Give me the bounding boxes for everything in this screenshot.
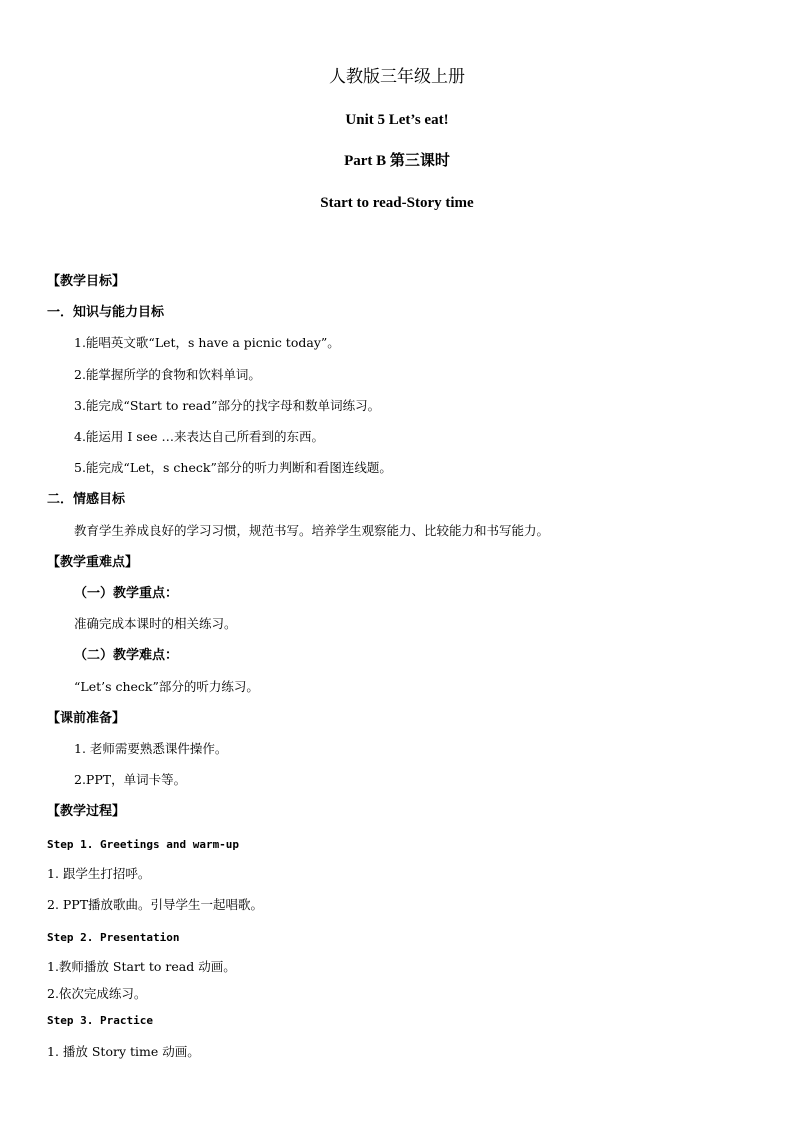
step2-item: 2.依次完成练习。 xyxy=(47,986,147,1001)
step3-title: Step 3. Practice xyxy=(47,1014,153,1027)
lesson-title: Start to read-Story time xyxy=(320,195,474,211)
step1-item: 1. 跟学生打招呼。 xyxy=(47,866,151,881)
objectives-heading: 【教学目标】 xyxy=(47,274,126,289)
step1-title: Step 1. Greetings and warm-up xyxy=(47,838,240,851)
unit-title: Unit 5 Let’s eat! xyxy=(345,112,449,128)
step2-item: 1.教师播放 Start to read 动画。 xyxy=(47,959,236,974)
objective-item: 5.能完成“Let，s check”部分的听力判断和看图连线题。 xyxy=(74,460,392,475)
step3-item: 1. 播放 Story time 动画。 xyxy=(47,1044,200,1059)
emotion-goal-text: 教育学生养成良好的学习习惯，规范书写。培养学生观察能力、比较能力和书写能力。 xyxy=(74,523,550,538)
focus-title: （一）教学重点： xyxy=(74,586,179,601)
objective-item: 1.能唱英文歌“Let，s have a picnic today”。 xyxy=(74,335,340,350)
document-title: 人教版三年级上册 xyxy=(329,67,465,87)
difficulty-title: （二）教学难点： xyxy=(74,648,179,663)
part-title: Part B 第三课时 xyxy=(344,153,450,169)
focus-text: 准确完成本课时的相关练习。 xyxy=(74,616,237,631)
step1-item: 2. PPT播放歌曲。引导学生一起唱歌。 xyxy=(47,897,264,912)
objective-item: 4.能运用 I see …来表达自己所看到的东西。 xyxy=(74,429,324,444)
knowledge-ability-title: 一．知识与能力目标 xyxy=(47,305,165,320)
preparation-heading: 【课前准备】 xyxy=(47,711,126,726)
objective-item: 3.能完成“Start to read”部分的找字母和数单词练习。 xyxy=(74,398,381,413)
key-points-heading: 【教学重难点】 xyxy=(47,555,139,570)
objective-item: 2.能掌握所学的食物和饮料单词。 xyxy=(74,367,261,382)
emotion-goal-title: 二．情感目标 xyxy=(47,492,126,507)
preparation-item: 2.PPT，单词卡等。 xyxy=(74,772,187,787)
difficulty-text: “Let’s check”部分的听力练习。 xyxy=(74,679,259,694)
step2-title: Step 2. Presentation xyxy=(47,931,180,944)
preparation-item: 1. 老师需要熟悉课件操作。 xyxy=(74,741,228,756)
process-heading: 【教学过程】 xyxy=(47,804,126,819)
